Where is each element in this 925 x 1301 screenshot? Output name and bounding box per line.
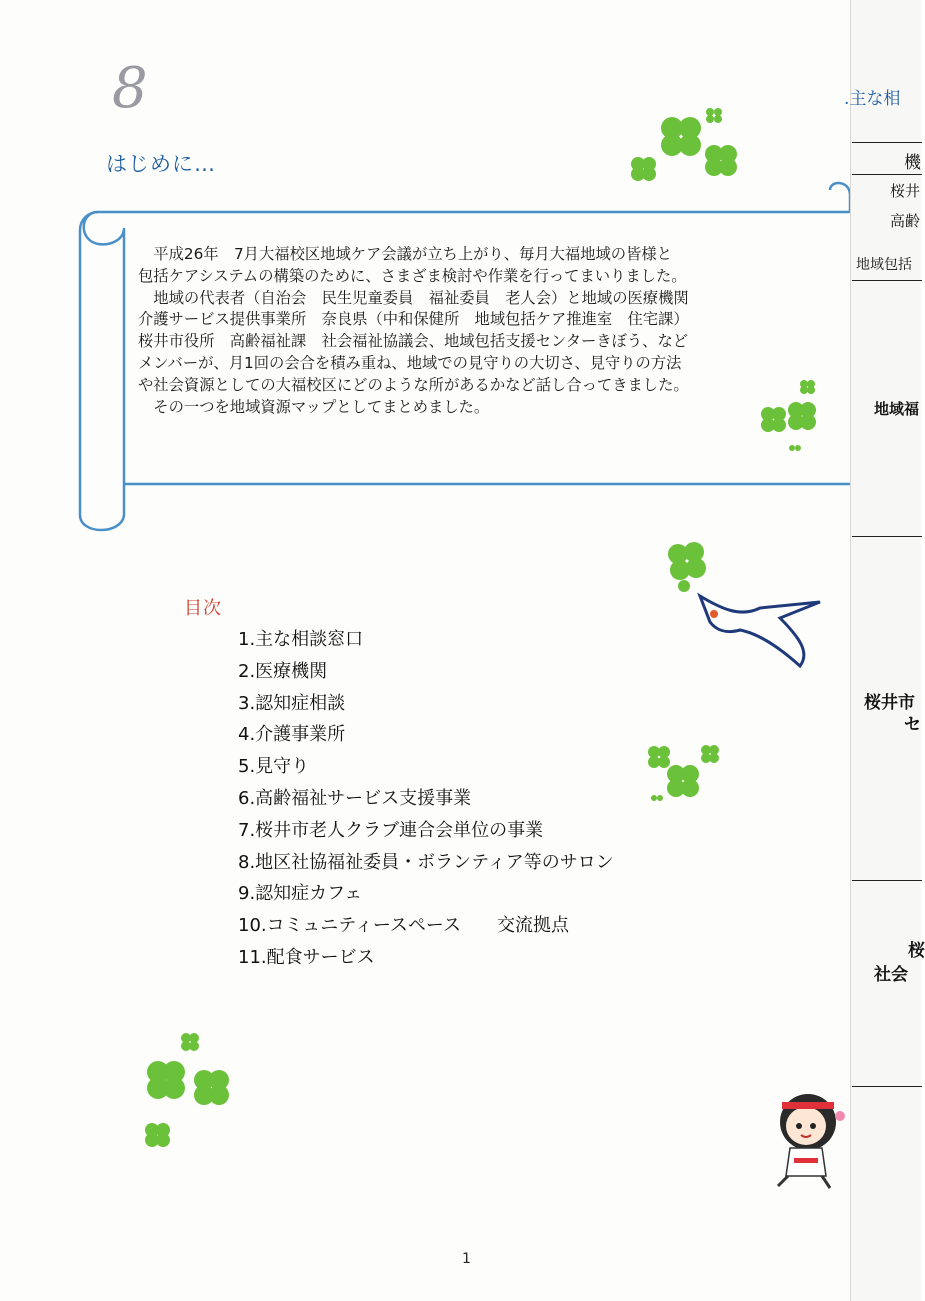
- clover-decoration-middle-icon: [640, 738, 730, 810]
- toc-item: 10.コミュニティースペース 交流拠点: [238, 915, 570, 937]
- intro-line: メンバーが、月1回の会合を積み重ね、地域での見守りの大切さ、見守りの方法: [138, 353, 682, 372]
- adjacent-table-rule: [852, 1086, 922, 1087]
- intro-line: や社会資源としての大福校区にどのような所があるかなど話し合ってきました。: [138, 375, 689, 394]
- adjacent-table-cell: 桜: [908, 941, 925, 961]
- intro-body: [138, 244, 778, 418]
- toc-item: 2.医療機関: [238, 660, 328, 682]
- intro-line: 桜井市役所 高齢福祉課 社会福祉協議会、地域包括支援センターきぼう、など: [138, 332, 689, 351]
- clover-decoration-scroll-icon: [752, 376, 832, 456]
- adjacent-page-heading: .主な相: [844, 89, 901, 109]
- adjacent-table-cell: 高齢: [890, 212, 921, 230]
- toc-item: 6.高齢福祉サービス支援事業: [238, 787, 472, 809]
- intro-line: 平成26年 7月大福校区地域ケア会議が立ち上がり、毎月大福地域の皆様と: [138, 245, 672, 263]
- toc-item: 4.介護事業所: [238, 724, 346, 746]
- adjacent-table-rule: [852, 174, 922, 175]
- handwritten-page-mark: 8: [112, 56, 148, 121]
- toc-item: 11.配食サービス: [238, 946, 375, 968]
- intro-line: 包括ケアシステムの構築のために、さまざま検討や作業を行ってまいりました。: [138, 266, 687, 285]
- page-number: 1: [462, 1251, 471, 1267]
- adjacent-table-rule: [852, 280, 922, 281]
- mascot-character-icon: [760, 1088, 852, 1192]
- adjacent-table-rule: [852, 880, 922, 881]
- toc-item: 5.見守り: [238, 756, 310, 778]
- intro-line: 介護サービス提供事業所 奈良県（中和保健所 地域包括ケア推進室 住宅課）: [138, 310, 689, 329]
- adjacent-table-cell: 社会: [874, 965, 908, 985]
- toc-item: 8.地区社協福祉委員・ボランティア等のサロン: [238, 851, 614, 873]
- toc-list: [238, 624, 614, 974]
- clover-decoration-bottom-icon: [124, 1026, 254, 1156]
- adjacent-table-cell: セ: [904, 715, 921, 735]
- intro-line: 地域の代表者（自治会 民生児童委員 福祉委員 老人会）と地域の医療機関: [138, 288, 689, 307]
- toc-item: 1.主な相談窓口: [238, 629, 364, 650]
- adjacent-table-rule: [852, 536, 922, 537]
- intro-line: その一つを地域資源マップとしてまとめました。: [138, 397, 490, 416]
- clover-decoration-top-icon: [620, 104, 750, 194]
- toc-item: 9.認知症カフェ: [238, 883, 363, 905]
- intro-heading: はじめに…: [106, 152, 216, 176]
- adjacent-table-cell: 地域包括: [856, 257, 912, 273]
- adjacent-table-cell: 桜井: [890, 182, 921, 200]
- swallow-illustration-icon: [660, 538, 830, 678]
- toc-item: 7.桜井市老人クラブ連合会単位の事業: [238, 819, 544, 841]
- toc-item: 3.認知症相談: [238, 692, 346, 714]
- adjacent-table-header: 機: [904, 153, 921, 173]
- adjacent-table-cell: 地域福: [874, 400, 920, 418]
- adjacent-table-cell: 桜井市: [864, 693, 915, 713]
- adjacent-table-rule: [852, 142, 922, 143]
- toc-heading: 目次: [184, 598, 222, 619]
